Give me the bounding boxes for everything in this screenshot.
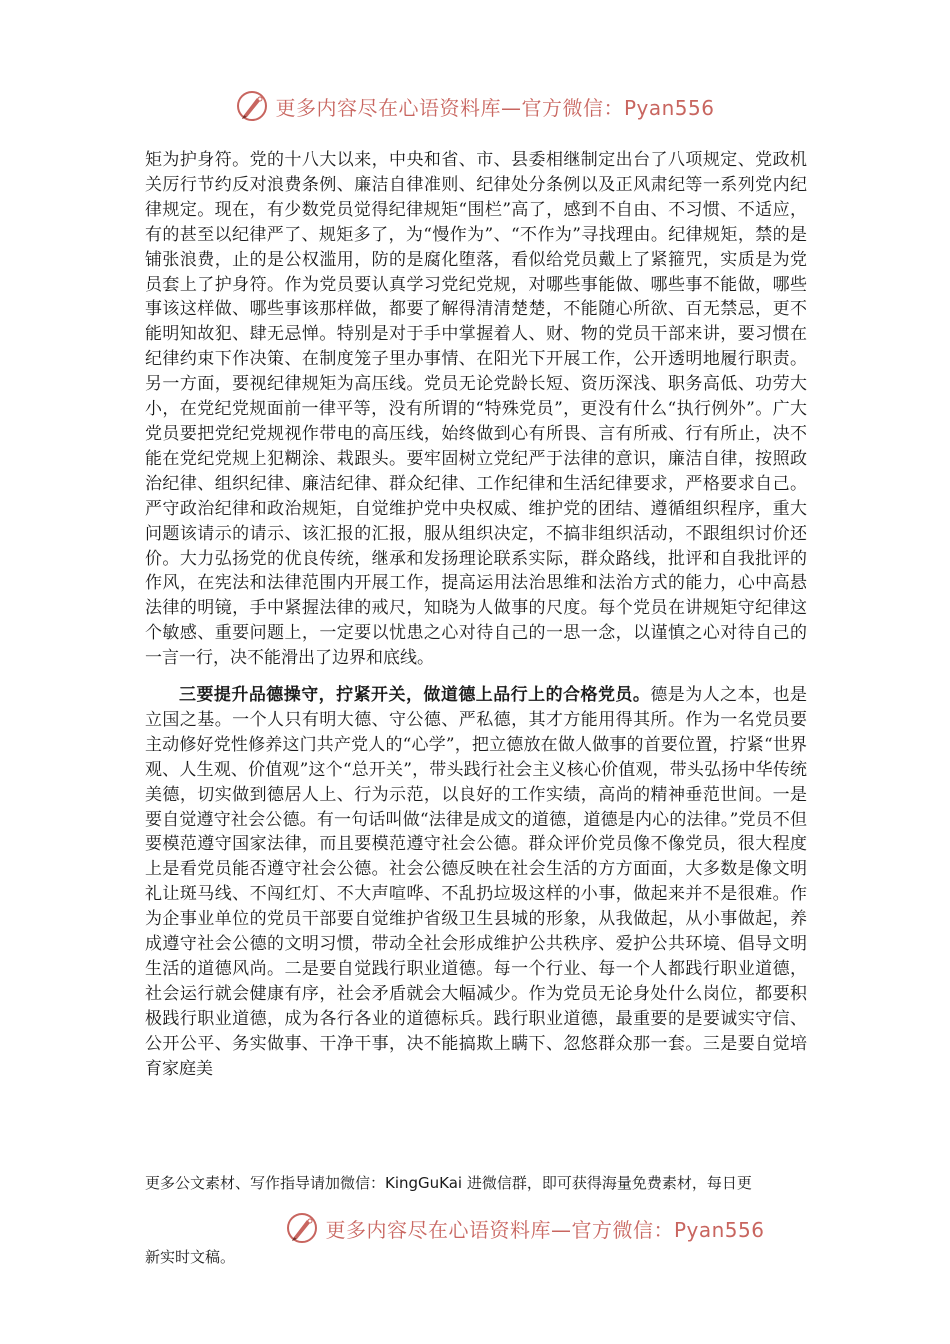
paragraph-1: 矩为护身符。党的十八大以来，中央和省、市、县委相继制定出台了八项规定、党政机关厉行节约反对浪费条例、廉洁自律准则、纪律处分条例以及正风肃纪等一系列党内纪律规定。现在，有少数党员觉得纪律规矩“围栏”高了，感到不自由、不习惯、不适应，有的甚至以纪律严了、规矩多了，为“慢作为”、“不作为”寻找理由。纪律规矩，禁的是铺张浪费，止的是公权滥用，防的是腐化堕落，看似给党员戴上了紧箍咒，实质是为党员套上了护身符。作为党员要认真学习党纪党规，对哪些事能做、哪些事不能做，哪些事该这样做、哪些事该那样做，都要了解得清清楚楚，不能随心所欲、百无禁忌，更不能明知故犯、肆无忌惮。特别是对于手中掌握着人、财、物的党员干部来讲，要习惯在纪律约束下作决策、在制度笼子里办事情、在阳光下开展工作，公开透明地履行职责。另一方面，要视纪律规矩为高压线。党员无论党龄长短、资历深浅、职务高低、功劳大小，在党纪党规面前一律平等，没有所谓的“特殊党员”，更没有什么“执行例外”。广大党员要把党纪党规视作带电的高压线，始终做到心有所畏、言有所戒、行有所止，决不能在党纪党规上犯糊涂、栽跟头。要牢固树立党纪严于法律的意识，廉洁自律，按照政治纪律、组织纪律、廉洁纪律、群众纪律、工作纪律和生活纪律要求，严格要求自己。严守政治纪律和政治规矩，自觉维护党中央权威、维护党的团结、遵循组织程序，重大问题该请示的请示、该汇报的汇报，服从组织决定，不搞非组织活动，不跟组织讨价还价。大力弘扬党的优良传统，继承和发扬理论联系实际，群众路线，批评和自我批评的作风，在宪法和法律范围内开展工作，提高运用法治思维和法治方式的能力，心中高悬法律的明镜，手中紧握法律的戒尺，知晓为人做事的尺度。每个党员在讲规矩守纪律这个敏感、重要问题上，一定要以忧患之心对待自己的一思一念，以谨慎之心对待自己的一言一行，决不能滑出了边界和底线。 <box>145 150 807 669</box>
watermark-text: 更多内容尽在心语资料库—官方微信：Pyan556 <box>325 1217 765 1242</box>
footer-line-1: 更多公文素材、写作指导请加微信：KingGuKai 进微信群，即可获得海量免费素材，每日更 <box>145 1174 752 1192</box>
pen-logo-icon <box>235 89 269 123</box>
pen-logo-icon <box>285 1211 319 1245</box>
watermark-text: 更多内容尽在心语资料库—官方微信：Pyan556 <box>275 95 715 120</box>
paragraph-2-heading: 三要提升品德操守，拧紧开关，做道德上品行上的合格党员。 <box>179 685 651 706</box>
watermark-top <box>0 86 950 126</box>
watermark-bottom <box>50 1208 950 1248</box>
document-body <box>145 148 807 1082</box>
paragraph-2 <box>145 683 807 1082</box>
paragraph-2-text: 德是为人之本，也是立国之基。一个人只有明大德、守公德、严私德，其才方能用得其所。作为一名党员要主动修好党性修养这门共产党人的“心学”，把立德放在做人做事的首要位置，拧紧“世界观、人生观、价值观”这个“总开关”，带头践行社会主义核心价值观，带头弘扬中华传统美德，切实做到德居人上、行为示范，以良好的工作实绩，高尚的精神垂范世间。一是要自觉遵守社会公德。有一句话叫做“法律是成文的道德，道德是内心的法律。”党员不但要模范遵守国家法律，而且要模范遵守社会公德。群众评价党员像不像党员，很大程度上是看党员能否遵守社会公德。社会公德反映在社会生活的方方面面，大多数是像文明礼让斑马线、不闯红灯、不大声喧哗、不乱扔垃圾这样的小事，做起来并不是很难。作为企事业单位的党员干部要自觉维护省级卫生县城的形象，从我做起，从小事做起，养成遵守社会公德的文明习惯，带动全社会形成维护公共秩序、爱护公共环境、倡导文明生活的道德风尚。二是要自觉践行职业道德。每一个行业、每一个人都践行职业道德，社会运行就会健康有序，社会矛盾就会大幅减少。作为党员无论身处什么岗位，都要积极践行职业道德，成为各行各业的道德标兵。践行职业道德，最重要的是要诚实守信、公开公平、务实做事、干净干事，决不能搞欺上瞒下、忽悠群众那一套。三是要自觉培育家庭美 <box>145 685 808 1079</box>
footer-line-2: 新实时文稿。 <box>145 1248 236 1266</box>
